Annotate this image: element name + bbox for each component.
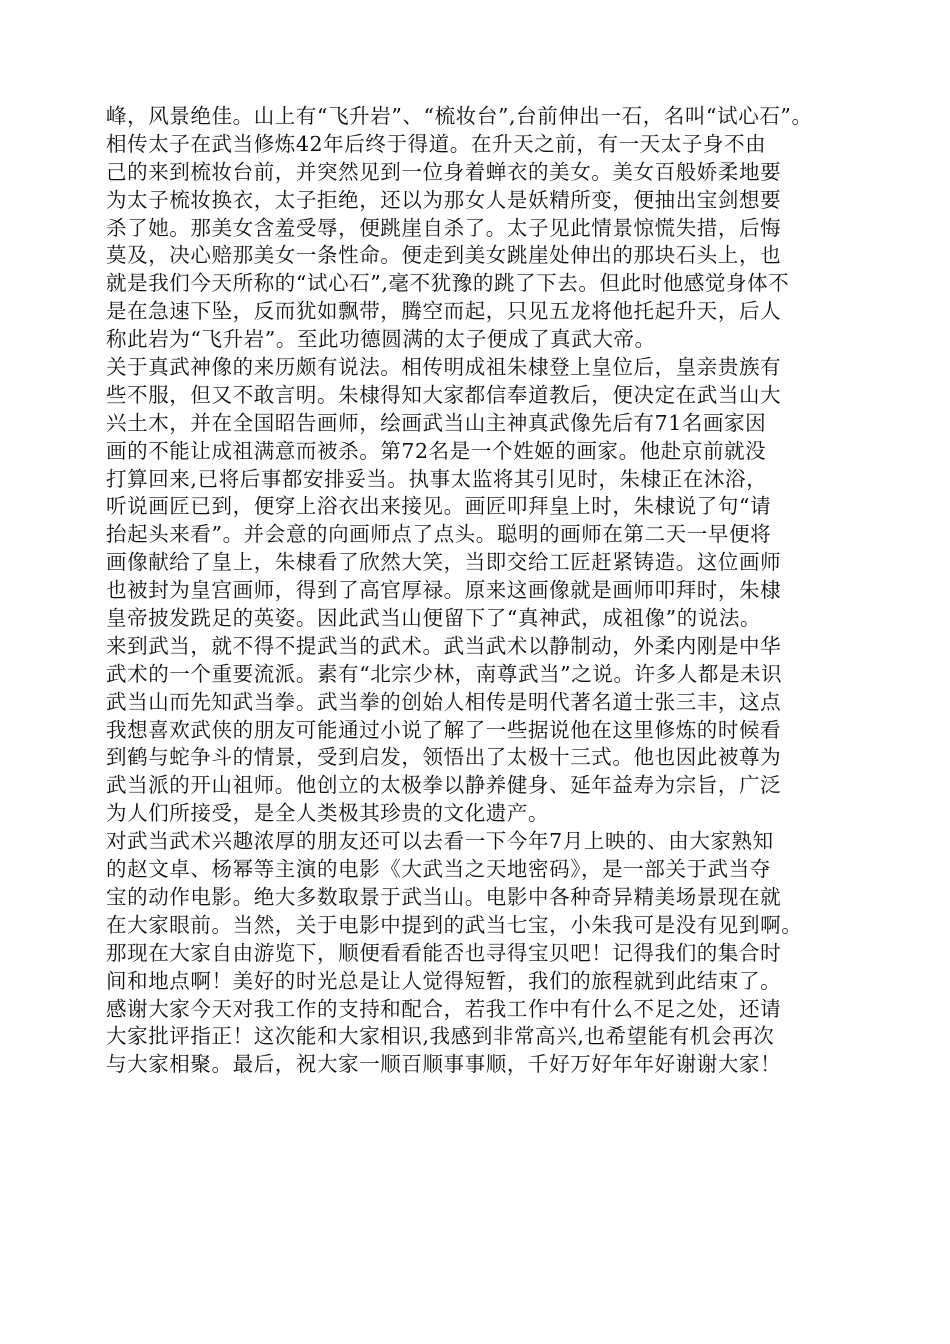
text-line: 抬起头来看”。并会意的向画师点了点头。聪明的画师在第二天一早便将 (106, 522, 772, 547)
text-line: 为人们所接受，是全人类极其珍贵的文化遗产。 (106, 801, 550, 826)
text-line: 的赵文卓、杨幂等主演的电影《大武当之天地密码》，是一部关于武当夺 (106, 857, 771, 882)
text-line: 对武当武术兴趣浓厚的朋友还可以去看一下今年7月上映的、由大家熟知 (106, 829, 774, 854)
text-line: 杀了她。那美女含羞受辱，便跳崖自杀了。太子见此情景惊慌失措，后悔 (106, 215, 782, 240)
text-line: 峰，风景绝佳。山上有“飞升岩”、“梳妆台”,台前伸出一石，名叫“试心石”。 (106, 104, 813, 128)
text-line: 武当派的开山祖师。他创立的太极拳以静养健身、延年益寿为宗旨，广泛 (106, 773, 782, 798)
text-line: 些不服，但又不敢言明。朱棣得知大家都信奉道教后，便决定在武当山大 (106, 382, 782, 407)
text-line: 皇帝披发跣足的英姿。因此武当山便留下了“真神武，成祖像”的说法。 (106, 606, 762, 631)
text-line: 打算回来,已将后事都安排妥当。执事太监将其引见时，朱棣正在沐浴， (106, 466, 768, 491)
text-line: 我想喜欢武侠的朋友可能通过小说了解了一些据说他在这里修炼的时候看 (106, 717, 782, 742)
text-line: 兴土木，并在全国昭告画师，绘画武当山主神真武像先后有71名画家因 (106, 410, 767, 435)
text-line: 画的不能让成祖满意而被杀。第72名是一个姓姬的画家。他赴京前就没 (106, 438, 767, 463)
text-line: 大家批评指正！这次能和大家相识,我感到非常高兴,也希望能有机会再次 (106, 1024, 775, 1049)
text-line: 武术的一个重要流派。素有“北宗少林，南尊武当”之说。许多人都是未识 (106, 661, 783, 686)
text-line: 与大家相聚。最后，祝大家一顺百顺事事顺，千好万好年年好谢谢大家！ (106, 1052, 782, 1077)
text-line: 是在急速下坠，反而犹如飘带，腾空而起，只见五龙将他托起升天，后人 (106, 299, 782, 324)
text-line: 称此岩为“飞升岩”。至此功德圆满的太子便成了真武大帝。 (106, 327, 656, 352)
text-line: 感谢大家今天对我工作的支持和配合，若我工作中有什么不足之处，还请 (106, 996, 782, 1021)
text-line: 听说画匠已到，便穿上浴衣出来接见。画匠叩拜皇上时，朱棣说了句“请 (106, 494, 772, 519)
text-line: 关于真武神像的来历颇有说法。相传明成祖朱棣登上皇位后，皇亲贵族有 (106, 355, 782, 380)
text-line: 来到武当，就不得不提武当的武术。武当武术以静制动，外柔内刚是中华 (106, 633, 782, 658)
text-line: 画像献给了皇上，朱棣看了欣然大笑，当即交给工匠赶紧铸造。这位画师 (106, 550, 782, 575)
text-line: 己的来到梳妆台前，并突然见到一位身着蝉衣的美女。美女百般娇柔地要 (106, 159, 782, 184)
document-page (106, 103, 866, 1079)
text-line: 间和地点啊！美好的时光总是让人觉得短暂，我们的旅程就到此结束了。 (106, 968, 782, 993)
text-line: 相传太子在武当修炼42年后终于得道。在升天之前，有一天太子身不由 (106, 131, 767, 156)
text-line: 到鹤与蛇争斗的情景，受到启发，领悟出了太极十三式。他也因此被尊为 (106, 745, 782, 770)
text-line: 那现在大家自由游览下，顺便看看能否也寻得宝贝吧！记得我们的集合时 (106, 940, 782, 965)
text-line: 就是我们今天所称的“试心石”,毫不犹豫的跳了下去。但此时他感觉身体不 (106, 271, 790, 296)
text-line: 武当山而先知武当拳。武当拳的创始人相传是明代著名道士张三丰，这点 (106, 689, 782, 714)
text-line: 在大家眼前。当然，关于电影中提到的武当七宝，小朱我可是没有见到啊。 (106, 912, 803, 937)
text-line: 宝的动作电影。绝大多数取景于武当山。电影中各种奇异精美场景现在就 (106, 884, 782, 909)
text-line: 也被封为皇宫画师，得到了高官厚禄。原来这画像就是画师叩拜时，朱棣 (106, 578, 782, 603)
text-line: 为太子梳妆换衣，太子拒绝，还以为那女人是妖精所变，便抽出宝剑想要 (106, 187, 782, 212)
text-line: 莫及，决心赔那美女一条性命。便走到美女跳崖处伸出的那块石头上，也 (106, 243, 782, 268)
